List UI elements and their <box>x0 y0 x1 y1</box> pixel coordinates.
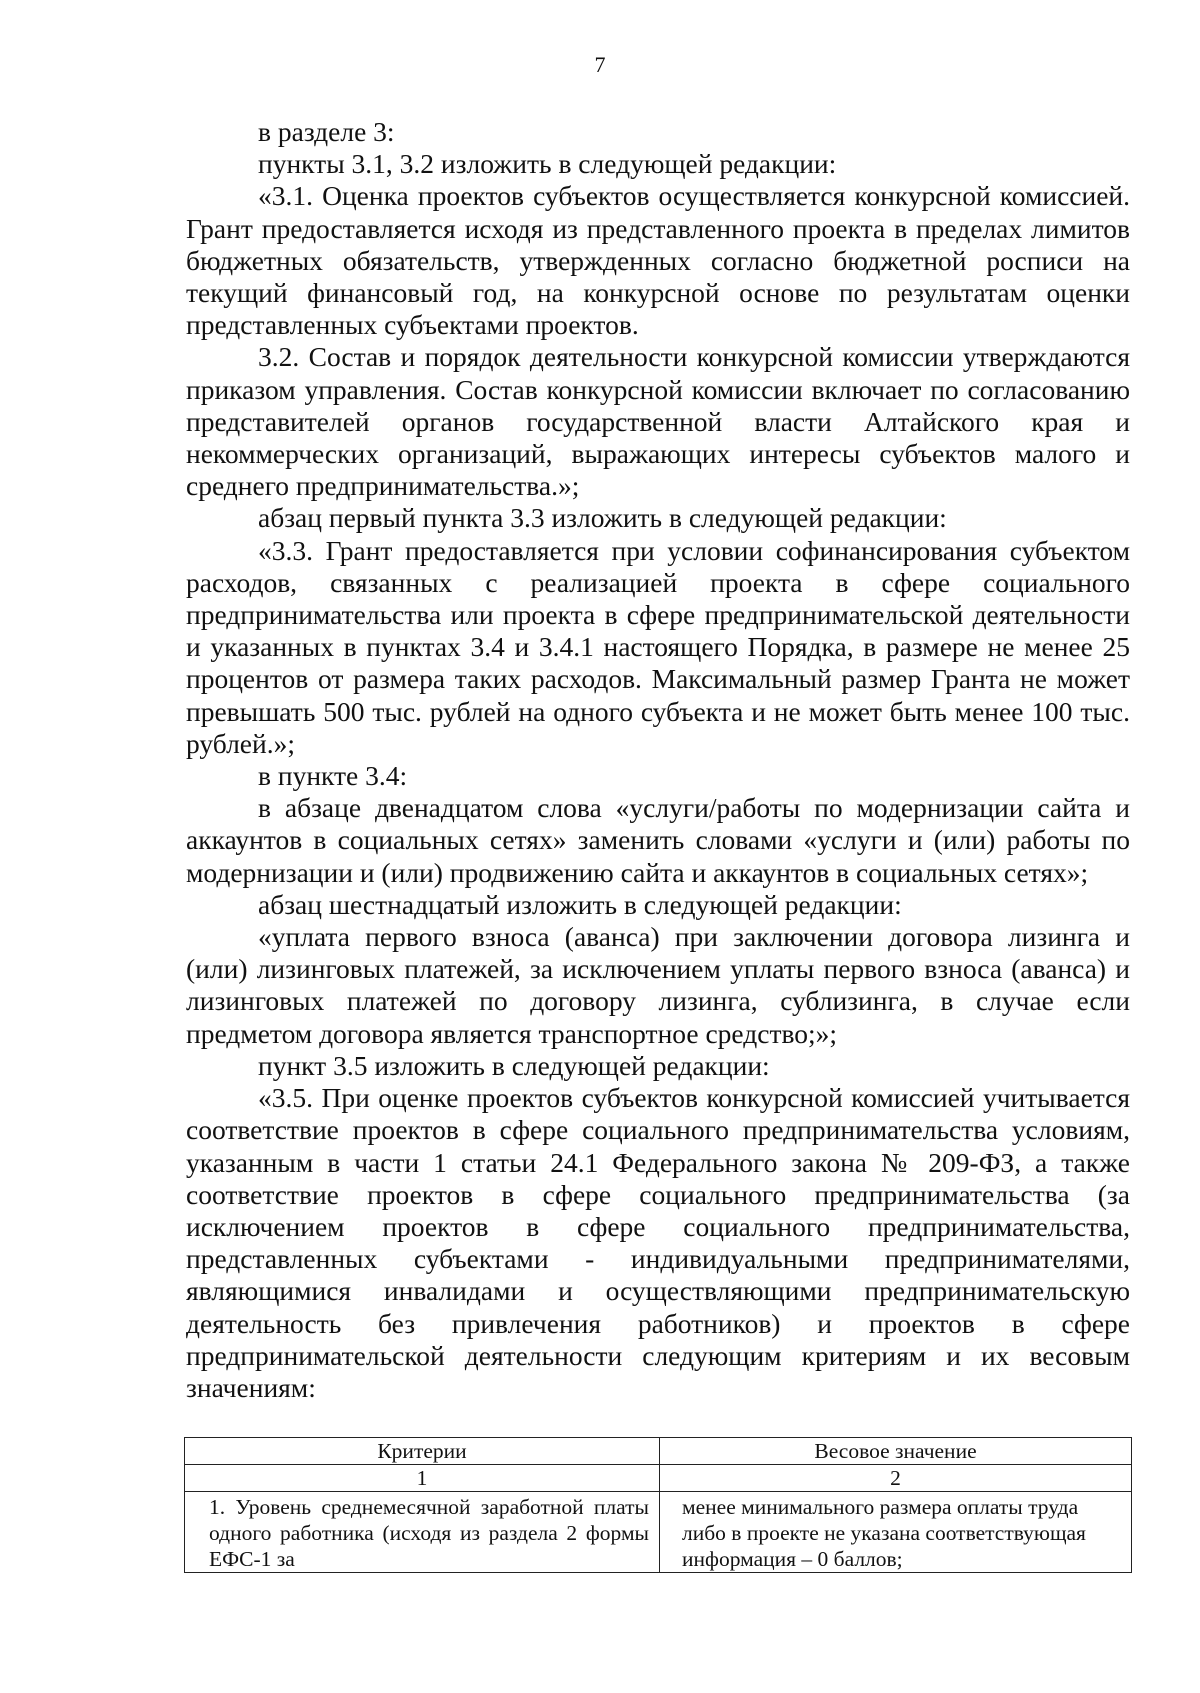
column-number: 2 <box>660 1465 1132 1492</box>
header-criteria: Критерии <box>185 1438 660 1465</box>
document-body <box>186 116 1130 1404</box>
page-number: 7 <box>594 52 606 77</box>
weight-cell: менее минимального размера оплаты труда либо в проекте не указана соответствующая информация – 0 баллов; <box>660 1492 1132 1573</box>
paragraph: пункты 3.1, 3.2 изложить в следующей редакции: <box>258 148 837 180</box>
criterion-cell: 1. Уровень среднемесячной заработной платы одного работника (исходя из раздела 2 формы ЕФС-1 за <box>185 1492 660 1573</box>
column-number: 1 <box>185 1465 660 1492</box>
table-header-row <box>185 1438 1132 1465</box>
paragraph: в пункте 3.4: <box>258 760 408 792</box>
criteria-table <box>184 1437 1132 1573</box>
paragraph: абзац шестнадцатый изложить в следующей редакции: <box>258 888 902 920</box>
paragraph: «уплата первого взноса (аванса) при заключении договора лизинга и (или) лизинговых платежей, за исключением уплаты первого взноса (аванса) и лизинговых платежей по договору лизинга, сублизинга, в случае если предметом договора является транспортное средство;»; <box>186 921 1130 1049</box>
table-row <box>185 1492 1132 1573</box>
paragraph: 3.2. Состав и порядок деятельности конкурсной комиссии утверждаются приказом управления. Состав конкурсной комиссии включает по согласованию представителей органов государственной власти Алтайского края и некоммерческих организаций, выражающих интересы субъектов малого и среднего предпринимательства.»; <box>186 341 1130 502</box>
paragraph: «3.1. Оценка проектов субъектов осуществляется конкурсной комиссией. Грант предоставляется исходя из представленного проекта в пределах лимитов бюджетных обязательств, утвержденных согласно бюджетной росписи на текущий финансовый год, на конкурсной основе по результатам оценки представленных субъектами проектов. <box>186 180 1130 341</box>
paragraph: в разделе 3: <box>258 116 395 147</box>
paragraph: «3.3. Грант предоставляется при условии софинансирования субъектом расходов, связанных с реализацией проекта в сфере социального предпринимательства или проекта в сфере предпринимательской деятельности и указанных в пунктах 3.4 и 3.4.1 настоящего Порядка, в размере не менее 25 процентов от размера таких расходов. Максимальный размер Гранта не может превышать 500 тыс. рублей на одного субъекта и не может быть менее 100 тыс. рублей.»; <box>186 534 1130 759</box>
paragraph: пункт 3.5 изложить в следующей редакции: <box>258 1049 770 1081</box>
header-weight: Весовое значение <box>660 1438 1132 1465</box>
paragraph: абзац первый пункта 3.3 изложить в следующей редакции: <box>258 502 947 534</box>
column-number-row <box>185 1465 1132 1492</box>
paragraph: «3.5. При оценке проектов субъектов конкурсной комиссией учитывается соответствие проектов в сфере социального предпринимательства условиям, указанным в части 1 статьи 24.1 Федерального закона № 209-ФЗ, а также соответствие проектов в сфере социального предпринимательства (за исключением проектов в сфере социального предпринимательства, представленных субъектами - индивидуальными предпринимателями, являющимися инвалидами и осуществляющими предпринимательскую деятельность без привлечения работников) и проектов в сфере предпринимательской деятельности следующим критериям и их весовым значениям: <box>186 1082 1130 1403</box>
paragraph: в абзаце двенадцатом слова «услуги/работы по модернизации сайта и аккаунтов в социальных сетях» заменить словами «услуги и (или) работы по модернизации и (или) продвижению сайта и аккаунтов в социальных сетях»; <box>186 792 1130 888</box>
